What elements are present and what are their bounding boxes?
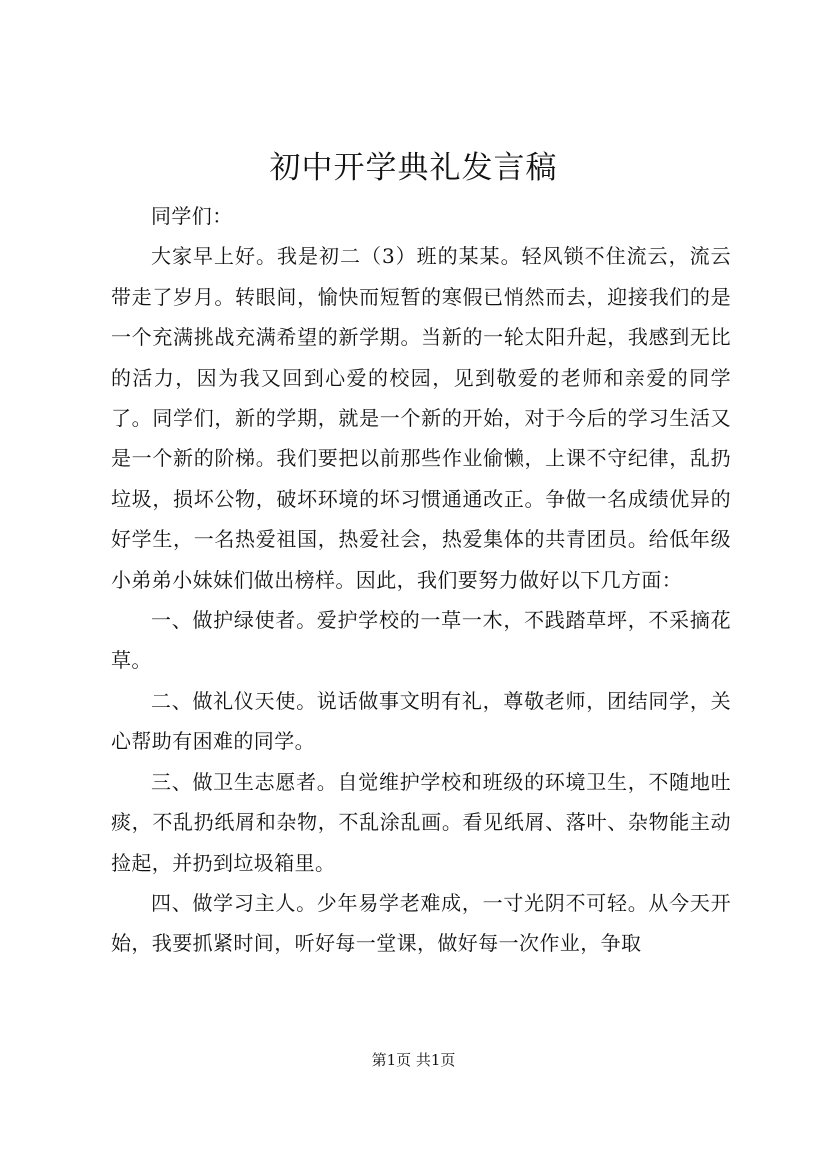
paragraph-intro: 大家早上好。我是初二（3）班的某某。轻风锁不住流云，流云带走了岁月。转眼间，愉快而短暂的寒假已悄然而去，迎接我们的是一个充满挑战充满希望的新学期。当新的一轮太阳升起，我感到无比的活力，因为我又回到心爱的校园，见到敬爱的老师和亲爱的同学了。同学们，新的学期，就是一个新的开始，对于今后的学习生活又是一个新的阶梯。我们要把以前那些作业偷懒，上课不守纪律，乱扔垃圾，损坏公物，破坏环境的坏习惯通通改正。争做一名成绩优异的好学生，一名热爱祖国，热爱社会，热爱集体的共青团员。给低年级小弟弟小妹妹们做出榜样。因此，我们要努力做好以下几方面： (111, 244, 731, 592)
paragraph-point-1: 一、做护绿使者。爱护学校的一草一木，不践踏草坪，不采摘花草。 (111, 608, 731, 673)
page-number-footer: 第1页 共1页 (371, 1051, 456, 1069)
greeting: 同学们： (151, 204, 233, 228)
document-body (111, 196, 731, 964)
paragraph-point-2: 二、做礼仪天使。说话做事文明有礼，尊敬老师，团结同学，关心帮助有困难的同学。 (111, 688, 731, 754)
paragraph-point-4: 四、做学习主人。少年易学老难成，一寸光阴不可轻。从今天开始，我要抓紧时间，听好每一堂课，做好每一次作业，争取 (111, 890, 731, 956)
document-title: 初中开学典礼发言稿 (269, 150, 558, 186)
paragraph-point-3: 三、做卫生志愿者。自觉维护学校和班级的环境卫生，不随地吐痰，不乱扔纸屑和杂物，不乱涂乱画。看见纸屑、落叶、杂物能主动捡起，并扔到垃圾箱里。 (111, 769, 731, 875)
